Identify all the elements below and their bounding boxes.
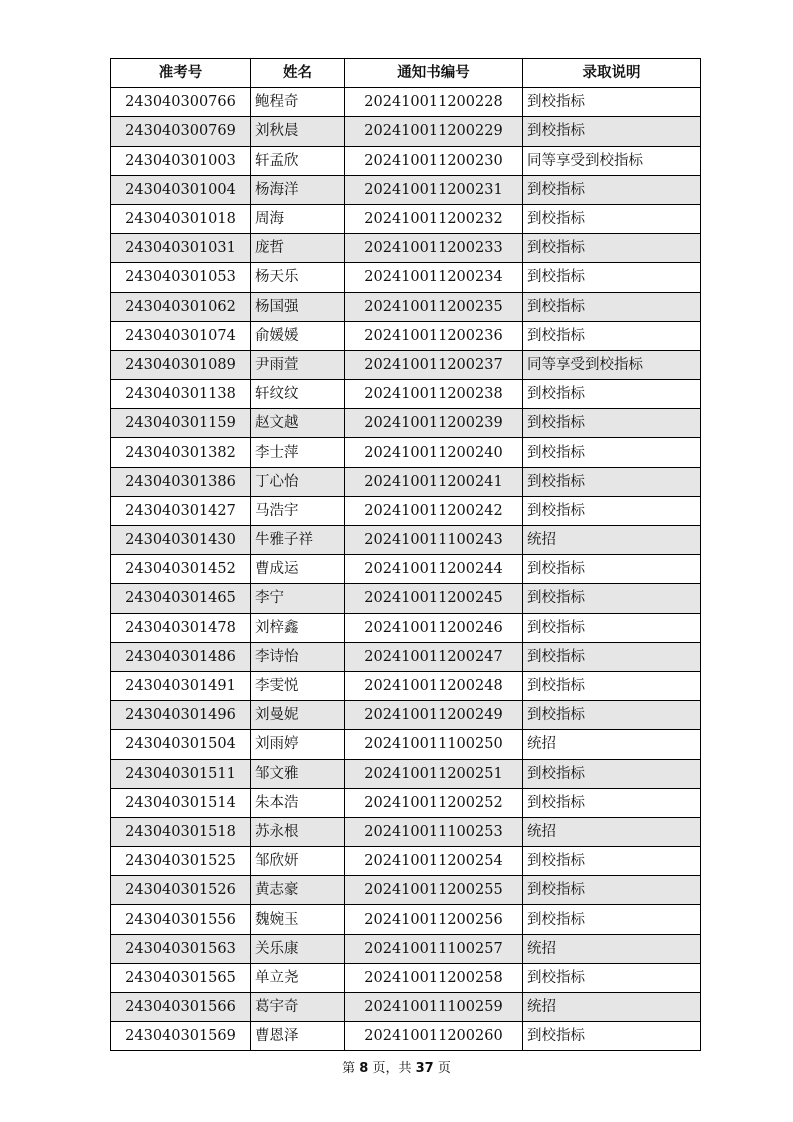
cell-notice-number: 202410011200237: [345, 350, 523, 379]
cell-exam-number: 243040301074: [111, 321, 251, 350]
cell-admission-note: 到校指标: [523, 204, 701, 233]
table-row: [111, 380, 701, 409]
cell-admission-note: 到校指标: [523, 905, 701, 934]
table-row: [111, 876, 701, 905]
cell-name: 轩纹纹: [251, 380, 345, 409]
cell-notice-number: 202410011200245: [345, 584, 523, 613]
table-row: [111, 496, 701, 525]
table-row: [111, 263, 701, 292]
cell-exam-number: 243040301053: [111, 263, 251, 292]
cell-name: 赵文越: [251, 409, 345, 438]
column-header-admission-note: 录取说明: [523, 59, 701, 88]
cell-exam-number: 243040301491: [111, 671, 251, 700]
table-row: [111, 642, 701, 671]
cell-notice-number: 202410011200260: [345, 1022, 523, 1051]
cell-notice-number: 202410011200238: [345, 380, 523, 409]
cell-name: 李雯悦: [251, 671, 345, 700]
cell-exam-number: 243040301496: [111, 701, 251, 730]
column-header-exam-number: 准考号: [111, 59, 251, 88]
table-row: [111, 88, 701, 117]
cell-name: 朱本浩: [251, 788, 345, 817]
cell-exam-number: 243040301159: [111, 409, 251, 438]
cell-admission-note: 到校指标: [523, 759, 701, 788]
cell-name: 李宁: [251, 584, 345, 613]
cell-exam-number: 243040301569: [111, 1022, 251, 1051]
table-row: [111, 993, 701, 1022]
cell-admission-note: 到校指标: [523, 555, 701, 584]
admission-table: [110, 58, 701, 1051]
cell-admission-note: 到校指标: [523, 117, 701, 146]
cell-admission-note: 到校指标: [523, 496, 701, 525]
cell-name: 杨海洋: [251, 175, 345, 204]
cell-admission-note: 统招: [523, 730, 701, 759]
cell-notice-number: 202410011200239: [345, 409, 523, 438]
table-row: [111, 730, 701, 759]
cell-notice-number: 202410011100250: [345, 730, 523, 759]
cell-name: 葛宇奇: [251, 993, 345, 1022]
cell-name: 魏婉玉: [251, 905, 345, 934]
cell-notice-number: 202410011200241: [345, 467, 523, 496]
cell-admission-note: 到校指标: [523, 963, 701, 992]
table-row: [111, 438, 701, 467]
cell-name: 曹恩泽: [251, 1022, 345, 1051]
table-row: [111, 1022, 701, 1051]
cell-name: 苏永根: [251, 817, 345, 846]
cell-notice-number: 202410011100257: [345, 934, 523, 963]
cell-admission-note: 到校指标: [523, 438, 701, 467]
cell-admission-note: 到校指标: [523, 409, 701, 438]
cell-exam-number: 243040301386: [111, 467, 251, 496]
cell-notice-number: 202410011200244: [345, 555, 523, 584]
table-row: [111, 292, 701, 321]
cell-exam-number: 243040301382: [111, 438, 251, 467]
cell-exam-number: 243040301465: [111, 584, 251, 613]
table-row: [111, 613, 701, 642]
table-row: [111, 584, 701, 613]
table-row: [111, 555, 701, 584]
table-row: [111, 788, 701, 817]
cell-name: 邹文雅: [251, 759, 345, 788]
table-row: [111, 963, 701, 992]
cell-name: 刘曼妮: [251, 701, 345, 730]
cell-exam-number: 243040301478: [111, 613, 251, 642]
cell-name: 杨天乐: [251, 263, 345, 292]
cell-notice-number: 202410011200254: [345, 847, 523, 876]
footer-page-number: 8: [359, 1061, 369, 1076]
cell-exam-number: 243040301511: [111, 759, 251, 788]
cell-name: 刘秋晨: [251, 117, 345, 146]
cell-notice-number: 202410011200248: [345, 671, 523, 700]
cell-name: 俞媛媛: [251, 321, 345, 350]
cell-notice-number: 202410011200255: [345, 876, 523, 905]
cell-notice-number: 202410011100259: [345, 993, 523, 1022]
cell-name: 李诗怡: [251, 642, 345, 671]
footer-prefix: 第: [342, 1061, 356, 1076]
table-row: [111, 234, 701, 263]
cell-notice-number: 202410011200235: [345, 292, 523, 321]
cell-exam-number: 243040301430: [111, 526, 251, 555]
cell-admission-note: 到校指标: [523, 321, 701, 350]
cell-notice-number: 202410011200236: [345, 321, 523, 350]
cell-notice-number: 202410011200251: [345, 759, 523, 788]
cell-name: 邹欣妍: [251, 847, 345, 876]
cell-admission-note: 到校指标: [523, 88, 701, 117]
cell-notice-number: 202410011200242: [345, 496, 523, 525]
cell-admission-note: 到校指标: [523, 788, 701, 817]
table-row: [111, 321, 701, 350]
footer-suffix: 页: [437, 1061, 451, 1076]
footer-total-pages: 37: [415, 1061, 434, 1076]
cell-notice-number: 202410011200240: [345, 438, 523, 467]
cell-exam-number: 243040301504: [111, 730, 251, 759]
cell-exam-number: 243040301031: [111, 234, 251, 263]
table-row: [111, 526, 701, 555]
table-row: [111, 117, 701, 146]
cell-exam-number: 243040301518: [111, 817, 251, 846]
cell-exam-number: 243040301563: [111, 934, 251, 963]
cell-name: 丁心怡: [251, 467, 345, 496]
cell-name: 轩孟欣: [251, 146, 345, 175]
cell-name: 曹成运: [251, 555, 345, 584]
cell-exam-number: 243040301565: [111, 963, 251, 992]
cell-admission-note: 到校指标: [523, 584, 701, 613]
cell-exam-number: 243040301452: [111, 555, 251, 584]
cell-exam-number: 243040301062: [111, 292, 251, 321]
cell-exam-number: 243040300769: [111, 117, 251, 146]
footer-middle: 页，共: [372, 1061, 412, 1076]
cell-exam-number: 243040301514: [111, 788, 251, 817]
table-header-row: [111, 59, 701, 88]
cell-admission-note: 到校指标: [523, 467, 701, 496]
cell-notice-number: 202410011200249: [345, 701, 523, 730]
cell-name: 鲍程奇: [251, 88, 345, 117]
cell-notice-number: 202410011200256: [345, 905, 523, 934]
column-header-name: 姓名: [251, 59, 345, 88]
cell-name: 黄志豪: [251, 876, 345, 905]
cell-exam-number: 243040301556: [111, 905, 251, 934]
cell-admission-note: 统招: [523, 993, 701, 1022]
cell-name: 马浩宇: [251, 496, 345, 525]
cell-notice-number: 202410011200233: [345, 234, 523, 263]
table-row: [111, 701, 701, 730]
cell-exam-number: 243040301018: [111, 204, 251, 233]
cell-admission-note: 同等享受到校指标: [523, 350, 701, 379]
table-row: [111, 671, 701, 700]
column-header-notice-number: 通知书编号: [345, 59, 523, 88]
table-row: [111, 175, 701, 204]
cell-notice-number: 202410011200232: [345, 204, 523, 233]
cell-admission-note: 到校指标: [523, 1022, 701, 1051]
table-body: [111, 88, 701, 1051]
table-row: [111, 759, 701, 788]
cell-admission-note: 同等享受到校指标: [523, 146, 701, 175]
cell-admission-note: 到校指标: [523, 292, 701, 321]
cell-admission-note: 到校指标: [523, 701, 701, 730]
cell-exam-number: 243040301003: [111, 146, 251, 175]
cell-admission-note: 到校指标: [523, 175, 701, 204]
cell-exam-number: 243040301566: [111, 993, 251, 1022]
cell-name: 牛雅子祥: [251, 526, 345, 555]
cell-name: 杨国强: [251, 292, 345, 321]
cell-notice-number: 202410011100243: [345, 526, 523, 555]
cell-exam-number: 243040301089: [111, 350, 251, 379]
table-row: [111, 817, 701, 846]
cell-exam-number: 243040301138: [111, 380, 251, 409]
cell-admission-note: 到校指标: [523, 263, 701, 292]
cell-notice-number: 202410011200229: [345, 117, 523, 146]
cell-name: 周海: [251, 204, 345, 233]
cell-name: 单立尧: [251, 963, 345, 992]
cell-name: 庞哲: [251, 234, 345, 263]
cell-admission-note: 到校指标: [523, 671, 701, 700]
table-row: [111, 204, 701, 233]
cell-admission-note: 统招: [523, 934, 701, 963]
table-row: [111, 467, 701, 496]
cell-notice-number: 202410011200252: [345, 788, 523, 817]
page-footer: [0, 1057, 793, 1076]
cell-admission-note: 统招: [523, 526, 701, 555]
cell-exam-number: 243040300766: [111, 88, 251, 117]
cell-exam-number: 243040301427: [111, 496, 251, 525]
cell-notice-number: 202410011200258: [345, 963, 523, 992]
cell-name: 李士萍: [251, 438, 345, 467]
table-row: [111, 409, 701, 438]
cell-name: 关乐康: [251, 934, 345, 963]
cell-notice-number: 202410011200230: [345, 146, 523, 175]
cell-exam-number: 243040301004: [111, 175, 251, 204]
cell-notice-number: 202410011200246: [345, 613, 523, 642]
table-row: [111, 905, 701, 934]
cell-exam-number: 243040301486: [111, 642, 251, 671]
cell-admission-note: 到校指标: [523, 380, 701, 409]
cell-admission-note: 到校指标: [523, 234, 701, 263]
cell-admission-note: 到校指标: [523, 876, 701, 905]
cell-admission-note: 到校指标: [523, 847, 701, 876]
cell-notice-number: 202410011100253: [345, 817, 523, 846]
cell-notice-number: 202410011200247: [345, 642, 523, 671]
cell-admission-note: 统招: [523, 817, 701, 846]
cell-notice-number: 202410011200231: [345, 175, 523, 204]
cell-notice-number: 202410011200234: [345, 263, 523, 292]
cell-exam-number: 243040301526: [111, 876, 251, 905]
cell-name: 刘雨婷: [251, 730, 345, 759]
cell-name: 尹雨萱: [251, 350, 345, 379]
table-row: [111, 146, 701, 175]
cell-notice-number: 202410011200228: [345, 88, 523, 117]
table-row: [111, 350, 701, 379]
cell-name: 刘梓鑫: [251, 613, 345, 642]
table-row: [111, 934, 701, 963]
cell-exam-number: 243040301525: [111, 847, 251, 876]
cell-admission-note: 到校指标: [523, 613, 701, 642]
table-row: [111, 847, 701, 876]
cell-admission-note: 到校指标: [523, 642, 701, 671]
